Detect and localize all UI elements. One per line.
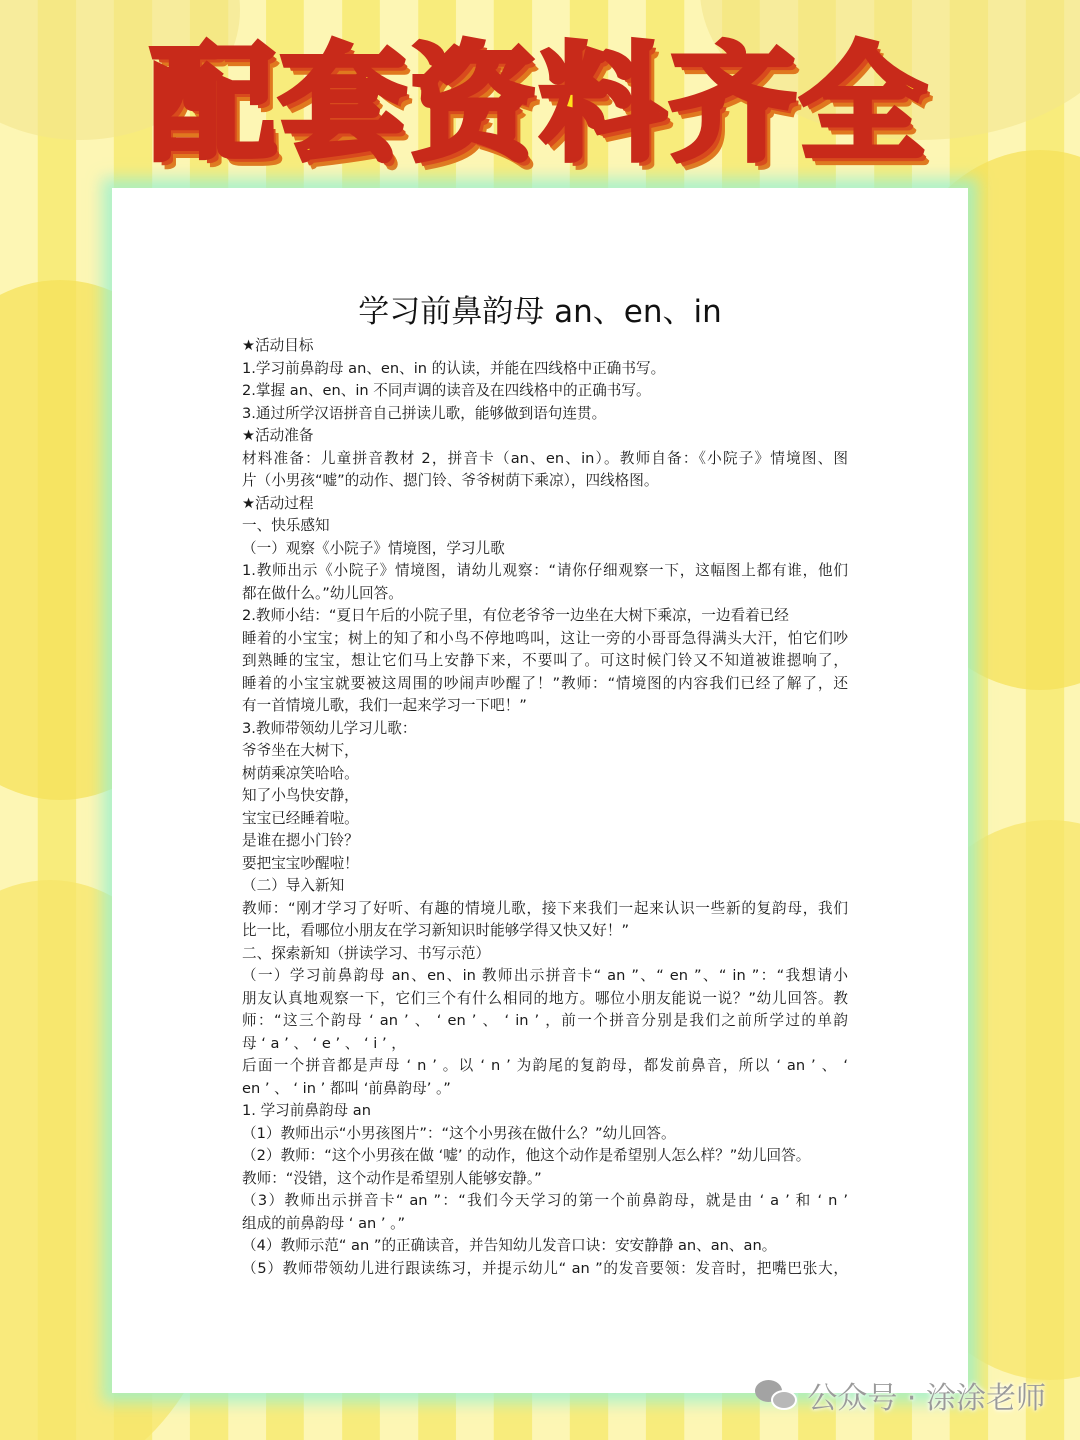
document-line: 爷爷坐在大树下， <box>242 742 359 759</box>
document-line: 一、快乐感知 <box>242 517 330 534</box>
document-line: （5）教师带领幼儿进行跟读练习，并提示幼儿“ an ”的发音要领：发音时，把嘴巴张大， <box>242 1259 848 1277</box>
document-line: 3.通过所学汉语拼音自己拼读儿歌，能够做到语句连贯。 <box>242 404 607 422</box>
document-line: （4）教师示范“ an ”的正确读音，并告知幼儿发音口诀：安安静静 an、an、an。 <box>242 1237 777 1254</box>
document-line: 都在做什么。”幼儿回答。 <box>242 584 403 602</box>
document-line: 知了小鸟快安静， <box>242 787 359 804</box>
document-line: 片（小男孩“嘘”的动作、摁门铃、爷爷树荫下乘凉），四线格图。 <box>242 472 659 489</box>
document-line: 有一首情境儿歌，我们一起来学习一下吧！” <box>242 697 527 714</box>
document-line: 比一比，看哪位小朋友在学习新知识时能够学得又快又好！” <box>242 922 630 939</box>
document-line: （二）导入新知 <box>242 877 345 894</box>
document-line: 组成的前鼻韵母 ‘ an ’ 。” <box>242 1214 406 1232</box>
document-body <box>242 335 848 1280</box>
document-line: 师：“这三个韵母 ‘ an ’ 、 ‘ en ’ 、 ‘ in ’ ，前一个拼音分别是我们之前所学过的单韵 <box>242 1012 848 1029</box>
document-line: 到熟睡的宝宝，想让它们马上安静下来，不要叫了。可这时候门铃又不知道被谁摁响了， <box>242 652 848 669</box>
wechat-icon <box>755 1378 799 1412</box>
document-line: 二、探索新知（拼读学习、书写示范） <box>242 944 491 962</box>
document-line: 1.学习前鼻韵母 an、en、in 的认读，并能在四线格中正确书写。 <box>242 359 666 377</box>
document-line: 树荫乘凉笑哈哈。 <box>242 764 359 782</box>
document-line: en ’ 、 ‘ in ’ 都叫 ‘前鼻韵母’ 。” <box>242 1079 451 1097</box>
document-line: 母 ‘ a ’ 、 ‘ e ’ 、 ‘ i ’ ， <box>242 1034 406 1052</box>
watermark <box>755 1372 1046 1418</box>
document-line: 教师：“没错，这个动作是希望别人能够安静。” <box>242 1169 542 1187</box>
document-line: 睡着的小宝宝；树上的知了和小鸟不停地鸣叫，这让一旁的小哥哥急得满头大汗，怕它们吵 <box>242 629 848 647</box>
document-line: ★活动准备 <box>242 427 314 444</box>
banner-title: 配套资料齐全 <box>150 31 930 178</box>
document-line: （一）学习前鼻韵母 an、en、in 教师出示拼音卡“ an ”、“ en ”、“ in ”：“我想请小 <box>242 967 848 984</box>
document-line: 材料准备：儿童拼音教材 2，拼音卡（an、en、in）。教师自备：《小院子》情境图、图 <box>242 449 848 467</box>
document-line: 2.掌握 an、en、in 不同声调的读音及在四线格中的正确书写。 <box>242 382 651 399</box>
document-line: 1.教师出示《小院子》情境图，请幼儿观察：“请你仔细观察一下，这幅图上都有谁，他们 <box>242 562 848 579</box>
document-line: 教师：“刚才学习了好听、有趣的情境儿歌，接下来我们一起来认识一些新的复韵母，我们 <box>242 899 848 917</box>
document-line: （1）教师出示“小男孩图片”：“这个小男孩在做什么？”幼儿回答。 <box>242 1124 676 1142</box>
document-line: （2）教师：“这个小男孩在做 ‘嘘’ 的动作，他这个动作是希望别人怎么样？”幼儿回答。 <box>242 1147 811 1164</box>
document-title: 学习前鼻韵母 an、en、in <box>358 294 722 330</box>
document-line: 3.教师带领幼儿学习儿歌： <box>242 719 417 737</box>
document-line: 2.教师小结：“夏日午后的小院子里，有位老爷爷一边坐在大树下乘凉，一边看着已经 <box>242 607 789 624</box>
watermark-text: 公众号 · 涂涂老师 <box>807 1381 1046 1416</box>
document-line: 要把宝宝吵醒啦！ <box>242 854 359 872</box>
document-line: 睡着的小宝宝就要被这周围的吵闹声吵醒了！”教师：“情境图的内容我们已经了解了，还 <box>242 674 848 692</box>
document-line: 是谁在摁小门铃？ <box>242 832 359 849</box>
document-line: ★活动过程 <box>242 494 314 512</box>
document-line: 宝宝已经睡着啦。 <box>242 809 359 827</box>
document-line: ★活动目标 <box>242 337 314 354</box>
document-line: （3）教师出示拼音卡“ an ”：“我们今天学习的第一个前鼻韵母，就是由 ‘ a ’ 和 ‘ n ’ <box>242 1192 848 1209</box>
document-line: （一）观察《小院子》情境图，学习儿歌 <box>242 539 505 557</box>
document-line: 1. 学习前鼻韵母 an <box>242 1102 371 1119</box>
document-line: 后面一个拼音都是声母 ‘ n ’ 。以 ‘ n ’ 为韵尾的复韵母，都发前鼻音，所以 ‘ an ’ 、 ‘ <box>242 1057 848 1074</box>
document-line: 朋友认真地观察一下，它们三个有什么相同的地方。哪位小朋友能说一说？”幼儿回答。教 <box>242 989 848 1007</box>
